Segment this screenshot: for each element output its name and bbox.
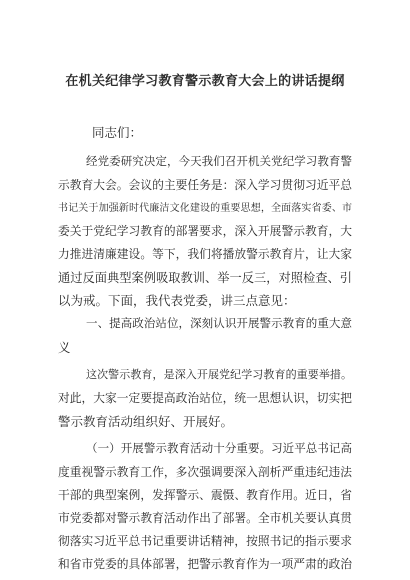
document-title: 在机关纪律学习教育警示教育大会上的讲话提纲 xyxy=(65,74,345,89)
section-heading-line: 一、提高政治站位，深刻认识开展警示教育的重大意 xyxy=(86,316,352,330)
paragraph-line: 警示教育活动组织好、开展好。 xyxy=(58,414,234,429)
paragraph-line: 经党委研究决定，今天我们召开机关党纪学习教育警 xyxy=(86,154,352,168)
section-heading-line: 义 xyxy=(58,340,71,355)
paragraph-line: 干部的典型案例，发挥警示、震慑、教育作用。近日，省 xyxy=(58,488,352,502)
paragraph-line: （一）开展警示教育活动十分重要。习近平总书记高 xyxy=(86,441,352,455)
paragraph-line: 对此，大家一定要提高政治站位，统一思想认识，切实把 xyxy=(58,391,352,405)
paragraph-line: 书记关于加强新时代廉洁文化建设的重要思想，全面落实省委、市 xyxy=(58,203,352,214)
paragraph-line: 这次警示教育，是深入开展党纪学习教育的重要举措。 xyxy=(86,368,352,381)
paragraph-line: 以为戒。下面，我代表党委，讲三点意见： xyxy=(58,293,296,308)
paragraph-line: 度重视警示教育工作，多次强调要深入剖析严重违纪违法 xyxy=(58,465,352,479)
paragraph-line: 通过反面典型案例吸取教训、举一反三，对照检查、引 xyxy=(58,271,352,285)
salutation: 同志们： xyxy=(92,125,143,140)
paragraph-line: 力推进清廉建设。等下，我们将播放警示教育片，让大家 xyxy=(58,247,352,261)
paragraph-line: 示教育大会。会议的主要任务是：深入学习贯彻习近平总 xyxy=(58,178,352,192)
paragraph-line: 委关于党纪学习教育的部署要求，深入开展警示教育，大 xyxy=(58,224,352,238)
paragraph-line: 和省市党委的具体部署，把警示教育作为一项严肃的政治 xyxy=(58,557,352,571)
paragraph-line: 市党委都对警示教育活动作出了部署。全市机关要认真贯 xyxy=(58,511,352,525)
paragraph-line: 彻落实习近平总书记重要讲话精神，按照书记的指示要求 xyxy=(58,534,352,548)
